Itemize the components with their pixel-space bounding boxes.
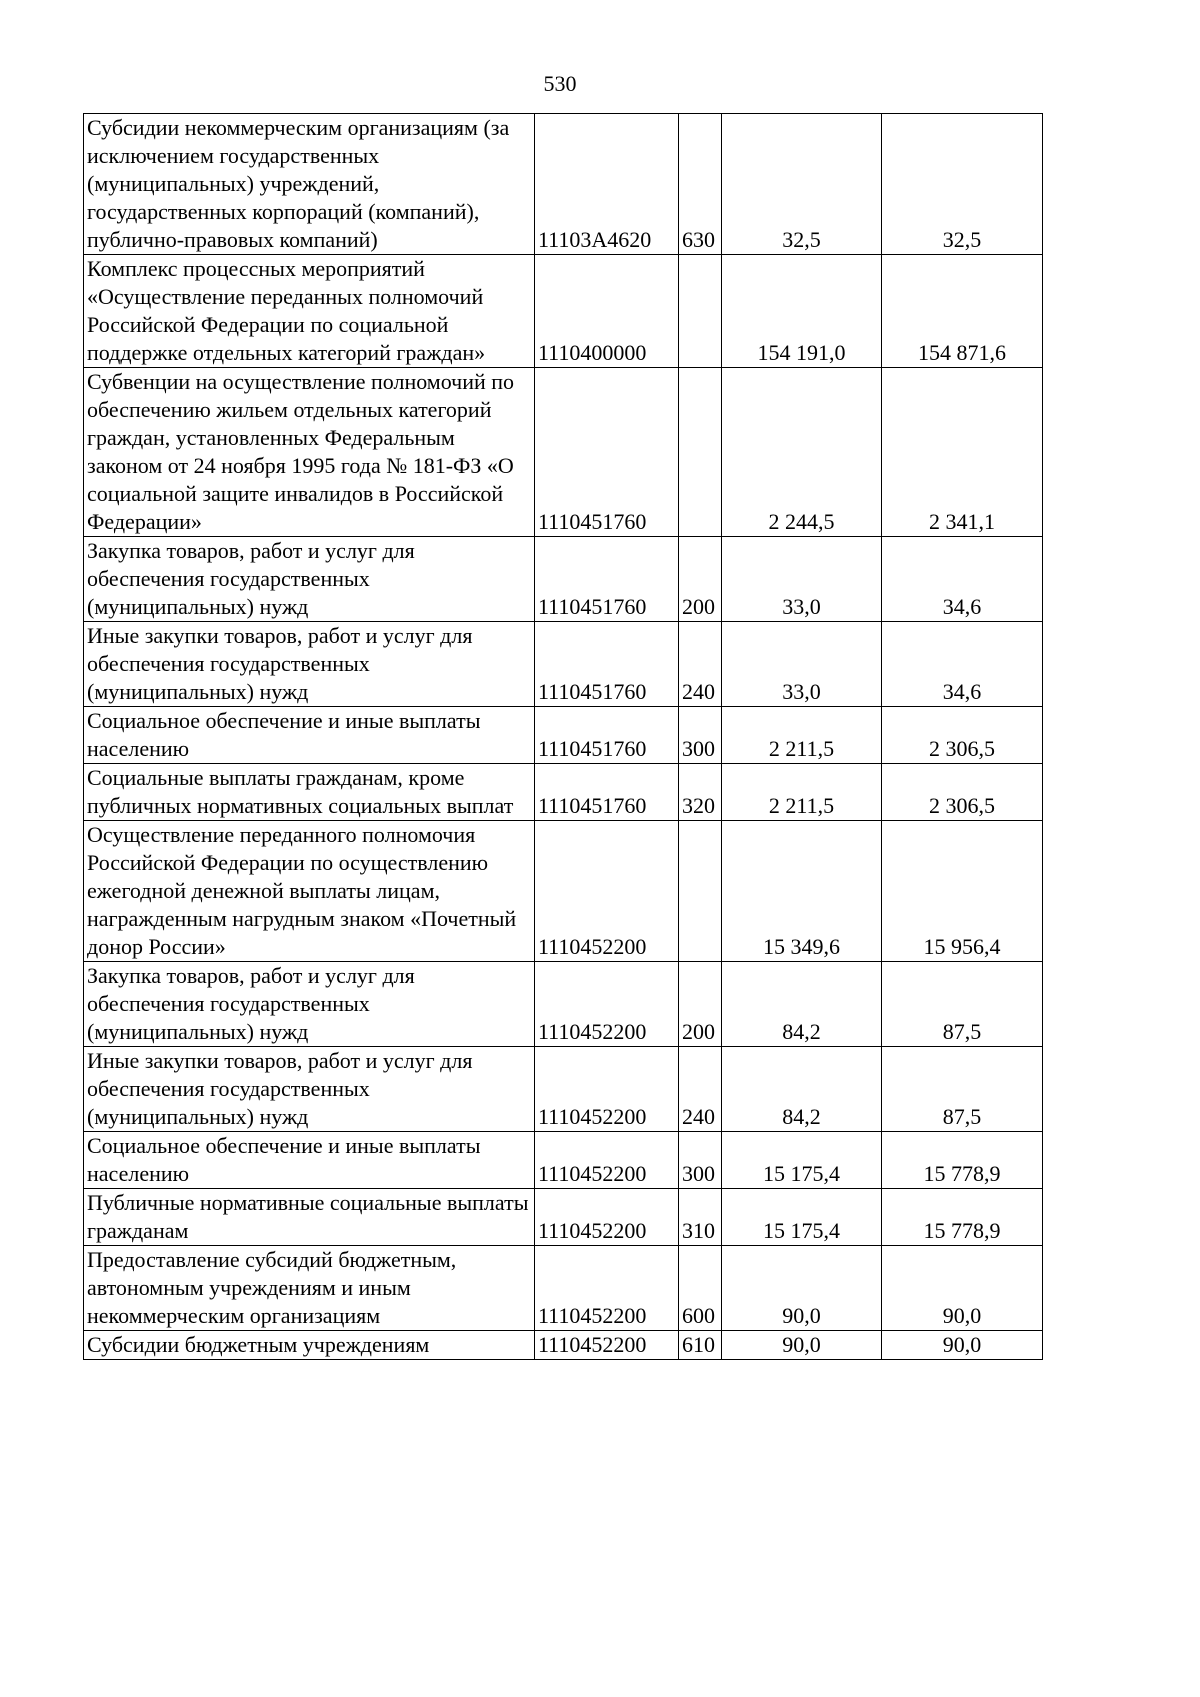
table-row xyxy=(84,821,1043,962)
row-amount-year2: 90,0 xyxy=(882,1246,1043,1331)
row-amount-year1: 15 349,6 xyxy=(722,821,882,962)
row-amount-year2: 2 341,1 xyxy=(882,368,1043,537)
row-name: Осуществление переданного полномочия Российской Федерации по осуществлению ежегодной денежной выплаты лицам, награжденным нагрудным знаком «Почетный донор России» xyxy=(84,821,535,962)
table-row xyxy=(84,707,1043,764)
page-number: 530 xyxy=(543,71,577,96)
row-code: 1110451760 xyxy=(535,707,679,764)
table-row xyxy=(84,1132,1043,1189)
table-row xyxy=(84,114,1043,255)
row-name: Иные закупки товаров, работ и услуг для обеспечения государственных (муниципальных) нужд xyxy=(84,1047,535,1132)
row-amount-year2: 32,5 xyxy=(882,114,1043,255)
row-expense-type xyxy=(679,821,722,962)
row-name: Социальные выплаты гражданам, кроме публичных нормативных социальных выплат xyxy=(84,764,535,821)
row-name: Социальное обеспечение и иные выплаты населению xyxy=(84,707,535,764)
row-code: 1110452200 xyxy=(535,1189,679,1246)
row-amount-year2: 15 778,9 xyxy=(882,1189,1043,1246)
row-expense-type: 630 xyxy=(679,114,722,255)
row-code: 1110452200 xyxy=(535,1246,679,1331)
row-amount-year1: 33,0 xyxy=(722,622,882,707)
row-expense-type: 610 xyxy=(679,1331,722,1360)
table-row xyxy=(84,962,1043,1047)
row-name: Социальное обеспечение и иные выплаты населению xyxy=(84,1132,535,1189)
row-name: Субсидии бюджетным учреждениям xyxy=(84,1331,535,1360)
row-amount-year1: 2 211,5 xyxy=(722,764,882,821)
row-amount-year2: 34,6 xyxy=(882,622,1043,707)
row-code: 1110451760 xyxy=(535,622,679,707)
row-expense-type: 600 xyxy=(679,1246,722,1331)
row-name: Иные закупки товаров, работ и услуг для обеспечения государственных (муниципальных) нужд xyxy=(84,622,535,707)
row-name: Публичные нормативные социальные выплаты гражданам xyxy=(84,1189,535,1246)
row-code: 1110400000 xyxy=(535,255,679,368)
table-row xyxy=(84,537,1043,622)
row-amount-year1: 33,0 xyxy=(722,537,882,622)
row-code: 1110452200 xyxy=(535,1331,679,1360)
row-code: 1110451760 xyxy=(535,368,679,537)
row-amount-year1: 84,2 xyxy=(722,1047,882,1132)
row-code: 11103А4620 xyxy=(535,114,679,255)
budget-table xyxy=(83,113,1043,1360)
row-name: Субвенции на осуществление полномочий по обеспечению жильем отдельных категорий граждан, установленных Федеральным законом от 24 ноября 1995 года № 181-ФЗ «О социальной защите инвалидов в Российской Федерации» xyxy=(84,368,535,537)
row-expense-type: 300 xyxy=(679,1132,722,1189)
row-name: Комплекс процессных мероприятий «Осуществление переданных полномочий Российской Федерации по социальной поддержке отдельных категорий граждан» xyxy=(84,255,535,368)
row-amount-year2: 87,5 xyxy=(882,962,1043,1047)
row-code: 1110452200 xyxy=(535,1132,679,1189)
row-expense-type xyxy=(679,368,722,537)
row-expense-type xyxy=(679,255,722,368)
table-row xyxy=(84,1331,1043,1360)
table-row xyxy=(84,368,1043,537)
row-amount-year2: 87,5 xyxy=(882,1047,1043,1132)
row-expense-type: 320 xyxy=(679,764,722,821)
row-expense-type: 200 xyxy=(679,537,722,622)
table-row xyxy=(84,1189,1043,1246)
row-name: Закупка товаров, работ и услуг для обеспечения государственных (муниципальных) нужд xyxy=(84,962,535,1047)
row-amount-year1: 154 191,0 xyxy=(722,255,882,368)
row-amount-year1: 90,0 xyxy=(722,1331,882,1360)
table-row xyxy=(84,255,1043,368)
row-amount-year2: 2 306,5 xyxy=(882,764,1043,821)
row-code: 1110451760 xyxy=(535,764,679,821)
row-code: 1110452200 xyxy=(535,962,679,1047)
row-name: Закупка товаров, работ и услуг для обеспечения государственных (муниципальных) нужд xyxy=(84,537,535,622)
row-expense-type: 200 xyxy=(679,962,722,1047)
table-row xyxy=(84,622,1043,707)
row-code: 1110452200 xyxy=(535,821,679,962)
row-expense-type: 300 xyxy=(679,707,722,764)
row-amount-year2: 15 956,4 xyxy=(882,821,1043,962)
row-expense-type: 310 xyxy=(679,1189,722,1246)
row-code: 1110451760 xyxy=(535,537,679,622)
table-row xyxy=(84,1246,1043,1331)
row-expense-type: 240 xyxy=(679,1047,722,1132)
row-amount-year1: 90,0 xyxy=(722,1246,882,1331)
row-amount-year1: 84,2 xyxy=(722,962,882,1047)
row-amount-year2: 154 871,6 xyxy=(882,255,1043,368)
row-name: Предоставление субсидий бюджетным, автономным учреждениям и иным некоммерческим организациям xyxy=(84,1246,535,1331)
row-amount-year1: 15 175,4 xyxy=(722,1189,882,1246)
row-code: 1110452200 xyxy=(535,1047,679,1132)
row-amount-year1: 2 244,5 xyxy=(722,368,882,537)
row-amount-year1: 2 211,5 xyxy=(722,707,882,764)
row-amount-year1: 15 175,4 xyxy=(722,1132,882,1189)
row-name: Субсидии некоммерческим организациям (за исключением государственных (муниципальных) учреждений, государственных корпораций (компаний), публично-правовых компаний) xyxy=(84,114,535,255)
row-amount-year2: 90,0 xyxy=(882,1331,1043,1360)
row-amount-year2: 2 306,5 xyxy=(882,707,1043,764)
row-amount-year2: 15 778,9 xyxy=(882,1132,1043,1189)
table-row xyxy=(84,1047,1043,1132)
row-expense-type: 240 xyxy=(679,622,722,707)
row-amount-year1: 32,5 xyxy=(722,114,882,255)
table-row xyxy=(84,764,1043,821)
row-amount-year2: 34,6 xyxy=(882,537,1043,622)
